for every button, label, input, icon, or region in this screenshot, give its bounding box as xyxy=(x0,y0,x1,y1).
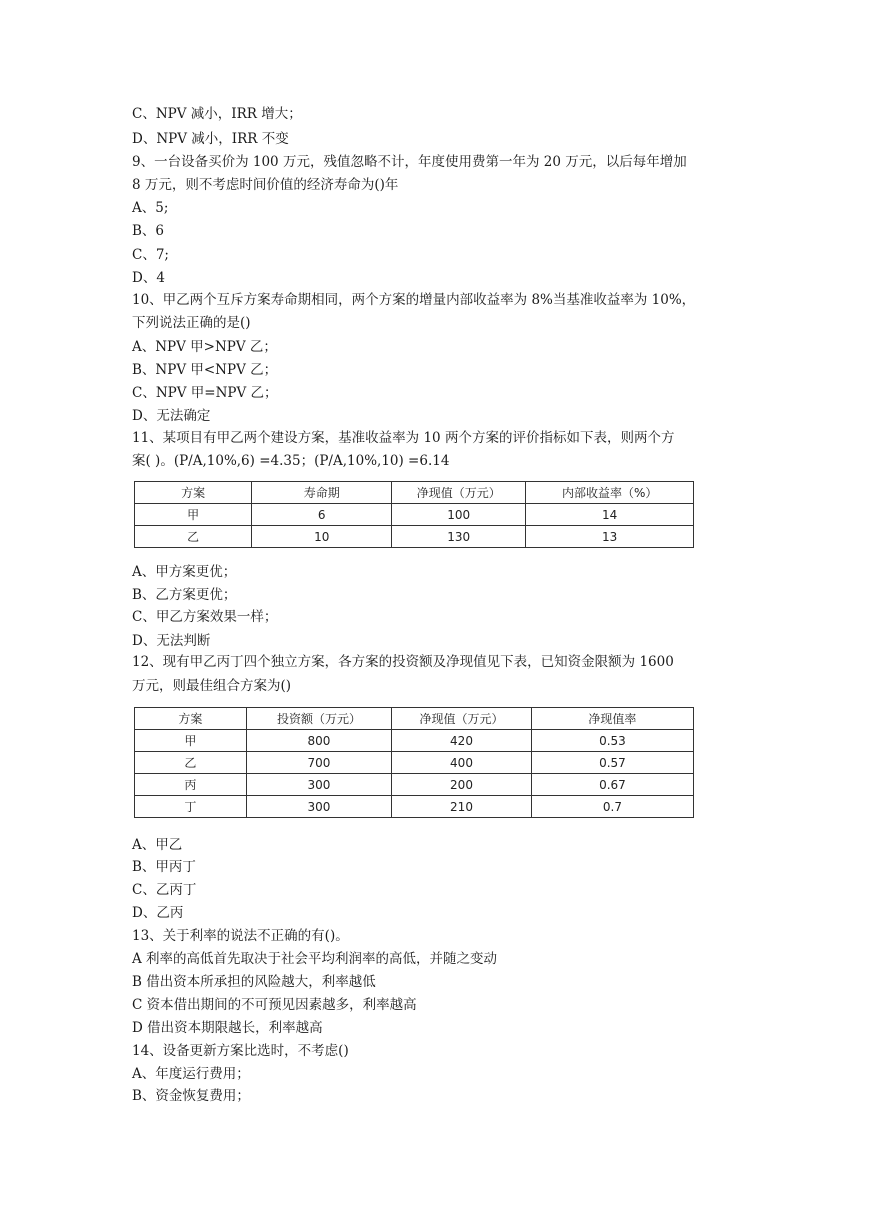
table-cell: 10 xyxy=(252,526,392,548)
question-9-text: 8 万元，则不考虑时间价值的经济寿命为()年 xyxy=(132,177,399,193)
question-9-text: 9、一台设备买价为 100 万元，残值忽略不计，年度使用费第一年为 20 万元，以后每年增加 xyxy=(132,154,687,170)
table-cell: 700 xyxy=(246,752,391,774)
option-text: A、5; xyxy=(132,200,169,216)
option-text: C、7; xyxy=(132,247,169,263)
table-row xyxy=(135,796,694,818)
table-header-cell: 方案 xyxy=(135,708,247,730)
option-text: B、乙方案更优； xyxy=(132,587,237,603)
table-header-cell: 投资额（万元） xyxy=(246,708,391,730)
scheme-indicator-table xyxy=(134,481,694,548)
table-cell: 乙 xyxy=(135,752,247,774)
option-text: B 借出资本所承担的风险越大，利率越低 xyxy=(132,974,376,990)
question-11-text: 案( )。(P/A,10%,6) =4.35；(P/A,10%,10) =6.14 xyxy=(132,453,450,469)
option-text: A、NPV 甲>NPV 乙； xyxy=(132,339,277,355)
table-cell: 300 xyxy=(246,796,391,818)
question-10-text: 10、甲乙两个互斥方案寿命期相同，两个方案的增量内部收益率为 8%当基准收益率为 10%， xyxy=(132,292,696,308)
table-cell: 420 xyxy=(392,730,532,752)
question-12-text: 万元，则最佳组合方案为() xyxy=(132,678,292,694)
table-cell: 300 xyxy=(246,774,391,796)
option-text: B、6 xyxy=(132,223,165,239)
question-13-text: 13、关于利率的说法不正确的有()。 xyxy=(132,928,349,944)
question-10-text: 下列说法正确的是() xyxy=(132,315,251,331)
table-header-cell: 净现值（万元） xyxy=(392,482,526,504)
option-text: D、无法判断 xyxy=(132,633,211,649)
option-text: C、乙丙丁 xyxy=(132,882,197,898)
question-11-text: 11、某项目有甲乙两个建设方案，基准收益率为 10 两个方案的评价指标如下表，则两个方 xyxy=(132,430,675,446)
table-cell: 210 xyxy=(392,796,532,818)
question-14-text: 14、设备更新方案比选时，不考虑() xyxy=(132,1043,349,1059)
table-cell: 200 xyxy=(392,774,532,796)
option-text: D 借出资本期限越长，利率越高 xyxy=(132,1020,323,1036)
option-text: C、NPV 减小，IRR 增大； xyxy=(132,106,302,122)
table-cell: 0.57 xyxy=(531,752,693,774)
option-text: A 利率的高低首先取决于社会平均利润率的高低，并随之变动 xyxy=(132,951,498,967)
option-text: A、甲乙 xyxy=(132,837,183,853)
table-header-row xyxy=(135,482,694,504)
option-text: D、无法确定 xyxy=(132,408,211,424)
option-text: B、甲丙丁 xyxy=(132,859,196,875)
table-cell: 6 xyxy=(252,504,392,526)
table-row xyxy=(135,504,694,526)
option-text: C、甲乙方案效果一样； xyxy=(132,609,278,625)
table-cell: 0.53 xyxy=(531,730,693,752)
table-cell: 乙 xyxy=(135,526,252,548)
option-text: C、NPV 甲=NPV 乙； xyxy=(132,385,278,401)
table-header-cell: 方案 xyxy=(135,482,252,504)
table-cell: 丁 xyxy=(135,796,247,818)
table-cell: 400 xyxy=(392,752,532,774)
table-cell: 800 xyxy=(246,730,391,752)
table-cell: 14 xyxy=(526,504,694,526)
option-text: B、NPV 甲<NPV 乙； xyxy=(132,362,278,378)
option-text: D、乙丙 xyxy=(132,905,184,921)
table-cell: 丙 xyxy=(135,774,247,796)
option-text: D、NPV 减小，IRR 不变 xyxy=(132,131,289,147)
table-row xyxy=(135,752,694,774)
option-text: C 资本借出期间的不可预见因素越多，利率越高 xyxy=(132,997,417,1013)
table-cell: 13 xyxy=(526,526,694,548)
table-header-cell: 净现值（万元） xyxy=(392,708,532,730)
investment-table xyxy=(134,707,694,818)
table-header-cell: 寿命期 xyxy=(252,482,392,504)
table-cell: 甲 xyxy=(135,730,247,752)
option-text: D、4 xyxy=(132,270,165,286)
table-cell: 130 xyxy=(392,526,526,548)
table-cell: 0.7 xyxy=(531,796,693,818)
table-header-cell: 净现值率 xyxy=(531,708,693,730)
table-header-row xyxy=(135,708,694,730)
table-row xyxy=(135,730,694,752)
question-12-text: 12、现有甲乙丙丁四个独立方案，各方案的投资额及净现值见下表，已知资金限额为 1600 xyxy=(132,654,674,670)
option-text: B、资金恢复费用； xyxy=(132,1088,250,1104)
option-text: A、年度运行费用； xyxy=(132,1066,250,1082)
table-cell: 100 xyxy=(392,504,526,526)
option-text: A、甲方案更优； xyxy=(132,564,237,580)
table-cell: 甲 xyxy=(135,504,252,526)
table-cell: 0.67 xyxy=(531,774,693,796)
table-header-cell: 内部收益率（%） xyxy=(526,482,694,504)
table-row xyxy=(135,774,694,796)
table-row xyxy=(135,526,694,548)
